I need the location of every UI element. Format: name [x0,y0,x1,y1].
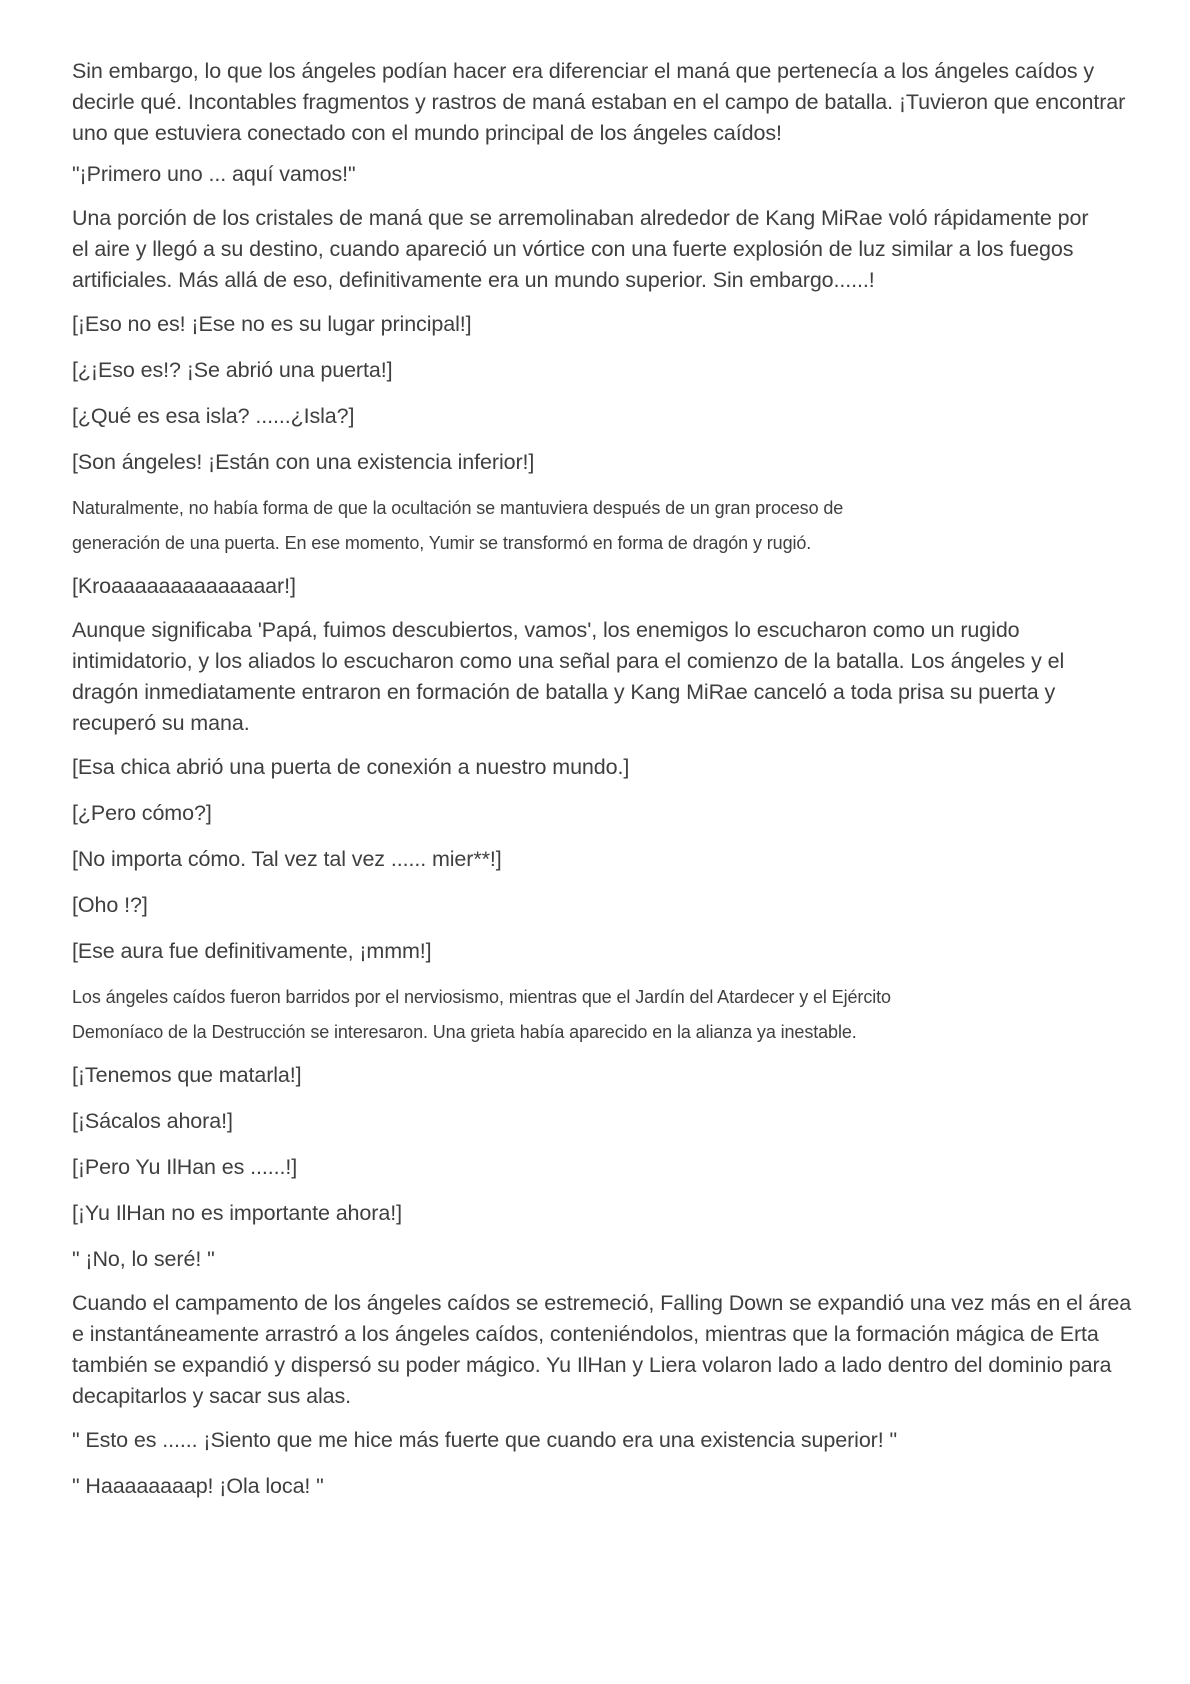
paragraph-5: Los ángeles caídos fueron barridos por el nerviosismo, mientras que el Jardín del Atardecer y el Ejército Demoníaco de la Destrucción se interesaron. Una grieta había aparecido en la alianza ya inestable. [72,987,891,1042]
dialogue-line: "¡Primero uno ... aquí vamos!" [72,162,356,186]
paragraph-6: Cuando el campamento de los ángeles caídos se estremeció, Falling Down se expandió una vez más en el área e instantáneamente arrastró a los ángeles caídos, conteniéndolos, mientras que la formación mágica de Erta también se expandió y dispersó su poder mágico. Yu IlHan y Liera volaron lado a lado dentro del dominio para decapitarlos y sacar sus alas. [72,1291,1132,1408]
paragraph-2: Una porción de los cristales de maná que se arremolinaban alrededor de Kang MiRae voló rápidamente por el aire y llegó a su destino, cuando apareció un vórtice con una fuerte explosión de luz similar a los fuegos artificiales. Más allá de eso, definitivamente era un mundo superior. Sin embargo......! [72,206,1089,292]
paragraph-3: Naturalmente, no había forma de que la ocultación se mantuviera después de un gran proceso de generación de una puerta. En ese momento, Yumir se transformó en forma de dragón y rugió. [72,498,844,553]
dialogue-line: [¡Sácalos ahora!] [72,1109,233,1133]
dialogue-line: [¡Pero Yu IlHan es ......!] [72,1155,298,1179]
dialogue-line: [¿Pero cómo?] [72,801,212,825]
dialogue-line: [¿Qué es esa isla? ......¿Isla?] [72,404,355,428]
dialogue-line: [No importa cómo. Tal vez tal vez ...... mier**!] [72,847,502,871]
paragraph-4: Aunque significaba 'Papá, fuimos descubiertos, vamos', los enemigos lo escucharon como un rugido intimidatorio, y los aliados lo escucharon como una señal para el comienzo de la batalla. Los ángeles y el dragón inmediatamente entraron en formación de batalla y Kang MiRae canceló a toda prisa su puerta y recuperó su mana. [72,618,1065,735]
paragraph-1: Sin embargo, lo que los ángeles podían hacer era diferenciar el maná que pertenecía a los ángeles caídos y decirle qué. Incontables fragmentos y rastros de maná estaban en el campo de batalla. ¡Tuvieron que encontrar uno que estuviera conectado con el mundo principal de los ángeles caídos! [72,59,1126,145]
dialogue-line: " Esto es ...... ¡Siento que me hice más fuerte que cuando era una existencia superior! " [72,1428,898,1452]
dialogue-line: [¡Yu IlHan no es importante ahora!] [72,1201,402,1225]
dialogue-line: [Son ángeles! ¡Están con una existencia inferior!] [72,450,535,474]
dialogue-line: " ¡No, lo seré! " [72,1247,215,1271]
dialogue-line: [Ese aura fue definitivamente, ¡mmm!] [72,939,432,963]
dialogue-line: [Esa chica abrió una puerta de conexión a nuestro mundo.] [72,755,630,779]
document-page [72,56,1132,1502]
dialogue-line: [Kroaaaaaaaaaaaaaar!] [72,574,296,598]
dialogue-line: [¡Eso no es! ¡Ese no es su lugar principal!] [72,312,472,336]
dialogue-line: [¿¡Eso es!? ¡Se abrió una puerta!] [72,358,393,382]
dialogue-line: " Haaaaaaaap! ¡Ola loca! " [72,1474,324,1498]
dialogue-line: [¡Tenemos que matarla!] [72,1063,302,1087]
dialogue-line: [Oho !?] [72,893,148,917]
